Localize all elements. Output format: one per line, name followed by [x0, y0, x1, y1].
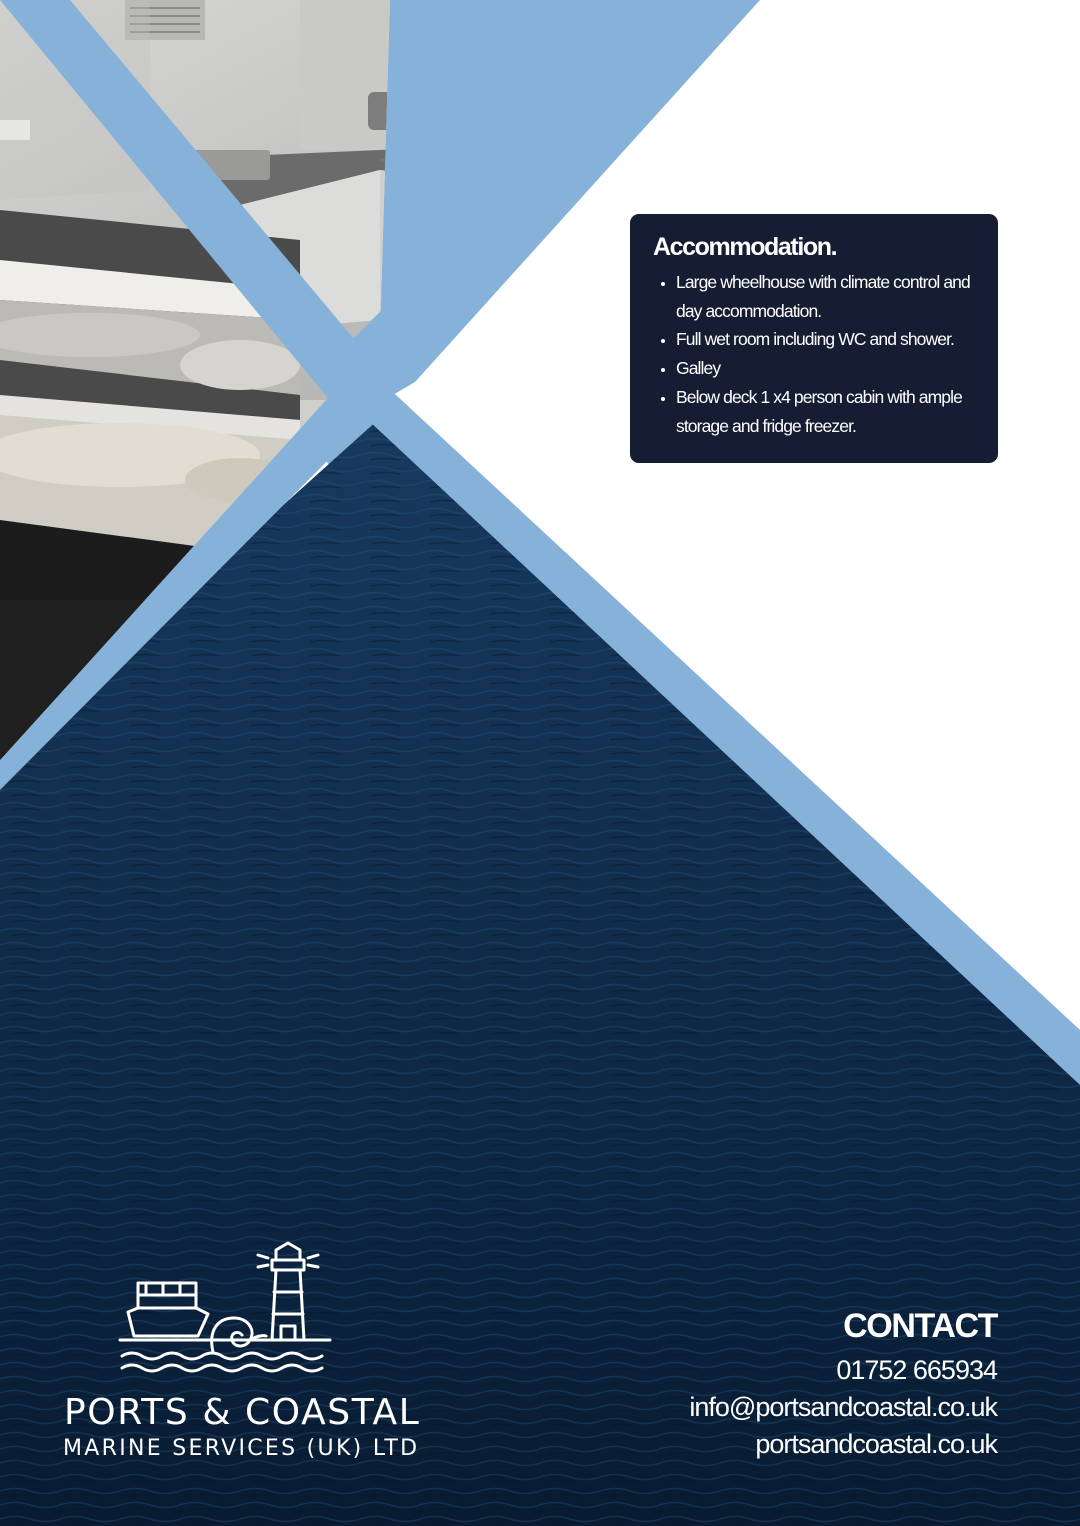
accommodation-card	[630, 214, 998, 463]
contact-phone[interactable]: 01752 665934	[836, 1355, 997, 1385]
accommodation-title: Accommodation.	[653, 233, 837, 261]
lighthouse-boat-logo-icon	[118, 1240, 338, 1380]
list-item: • Large wheelhouse with climate control and day accommodation.	[676, 268, 978, 325]
company-subtitle: MARINE SERVICES (UK) LTD	[63, 1436, 420, 1461]
list-item: • Below deck 1 x4 person cabin with ample storage and fridge freezer.	[676, 383, 978, 440]
contact-block	[689, 1306, 997, 1463]
accommodation-list	[653, 268, 978, 440]
contact-email[interactable]: info@portsandcoastal.co.uk	[689, 1392, 997, 1422]
list-item: • Full wet room including WC and shower.	[676, 325, 978, 354]
list-item: • Galley	[676, 354, 978, 383]
contact-title: CONTACT	[843, 1307, 997, 1345]
company-name: PORTS & COASTAL	[64, 1392, 421, 1433]
contact-website[interactable]: portsandcoastal.co.uk	[755, 1429, 997, 1459]
company-logo	[60, 1240, 421, 1470]
